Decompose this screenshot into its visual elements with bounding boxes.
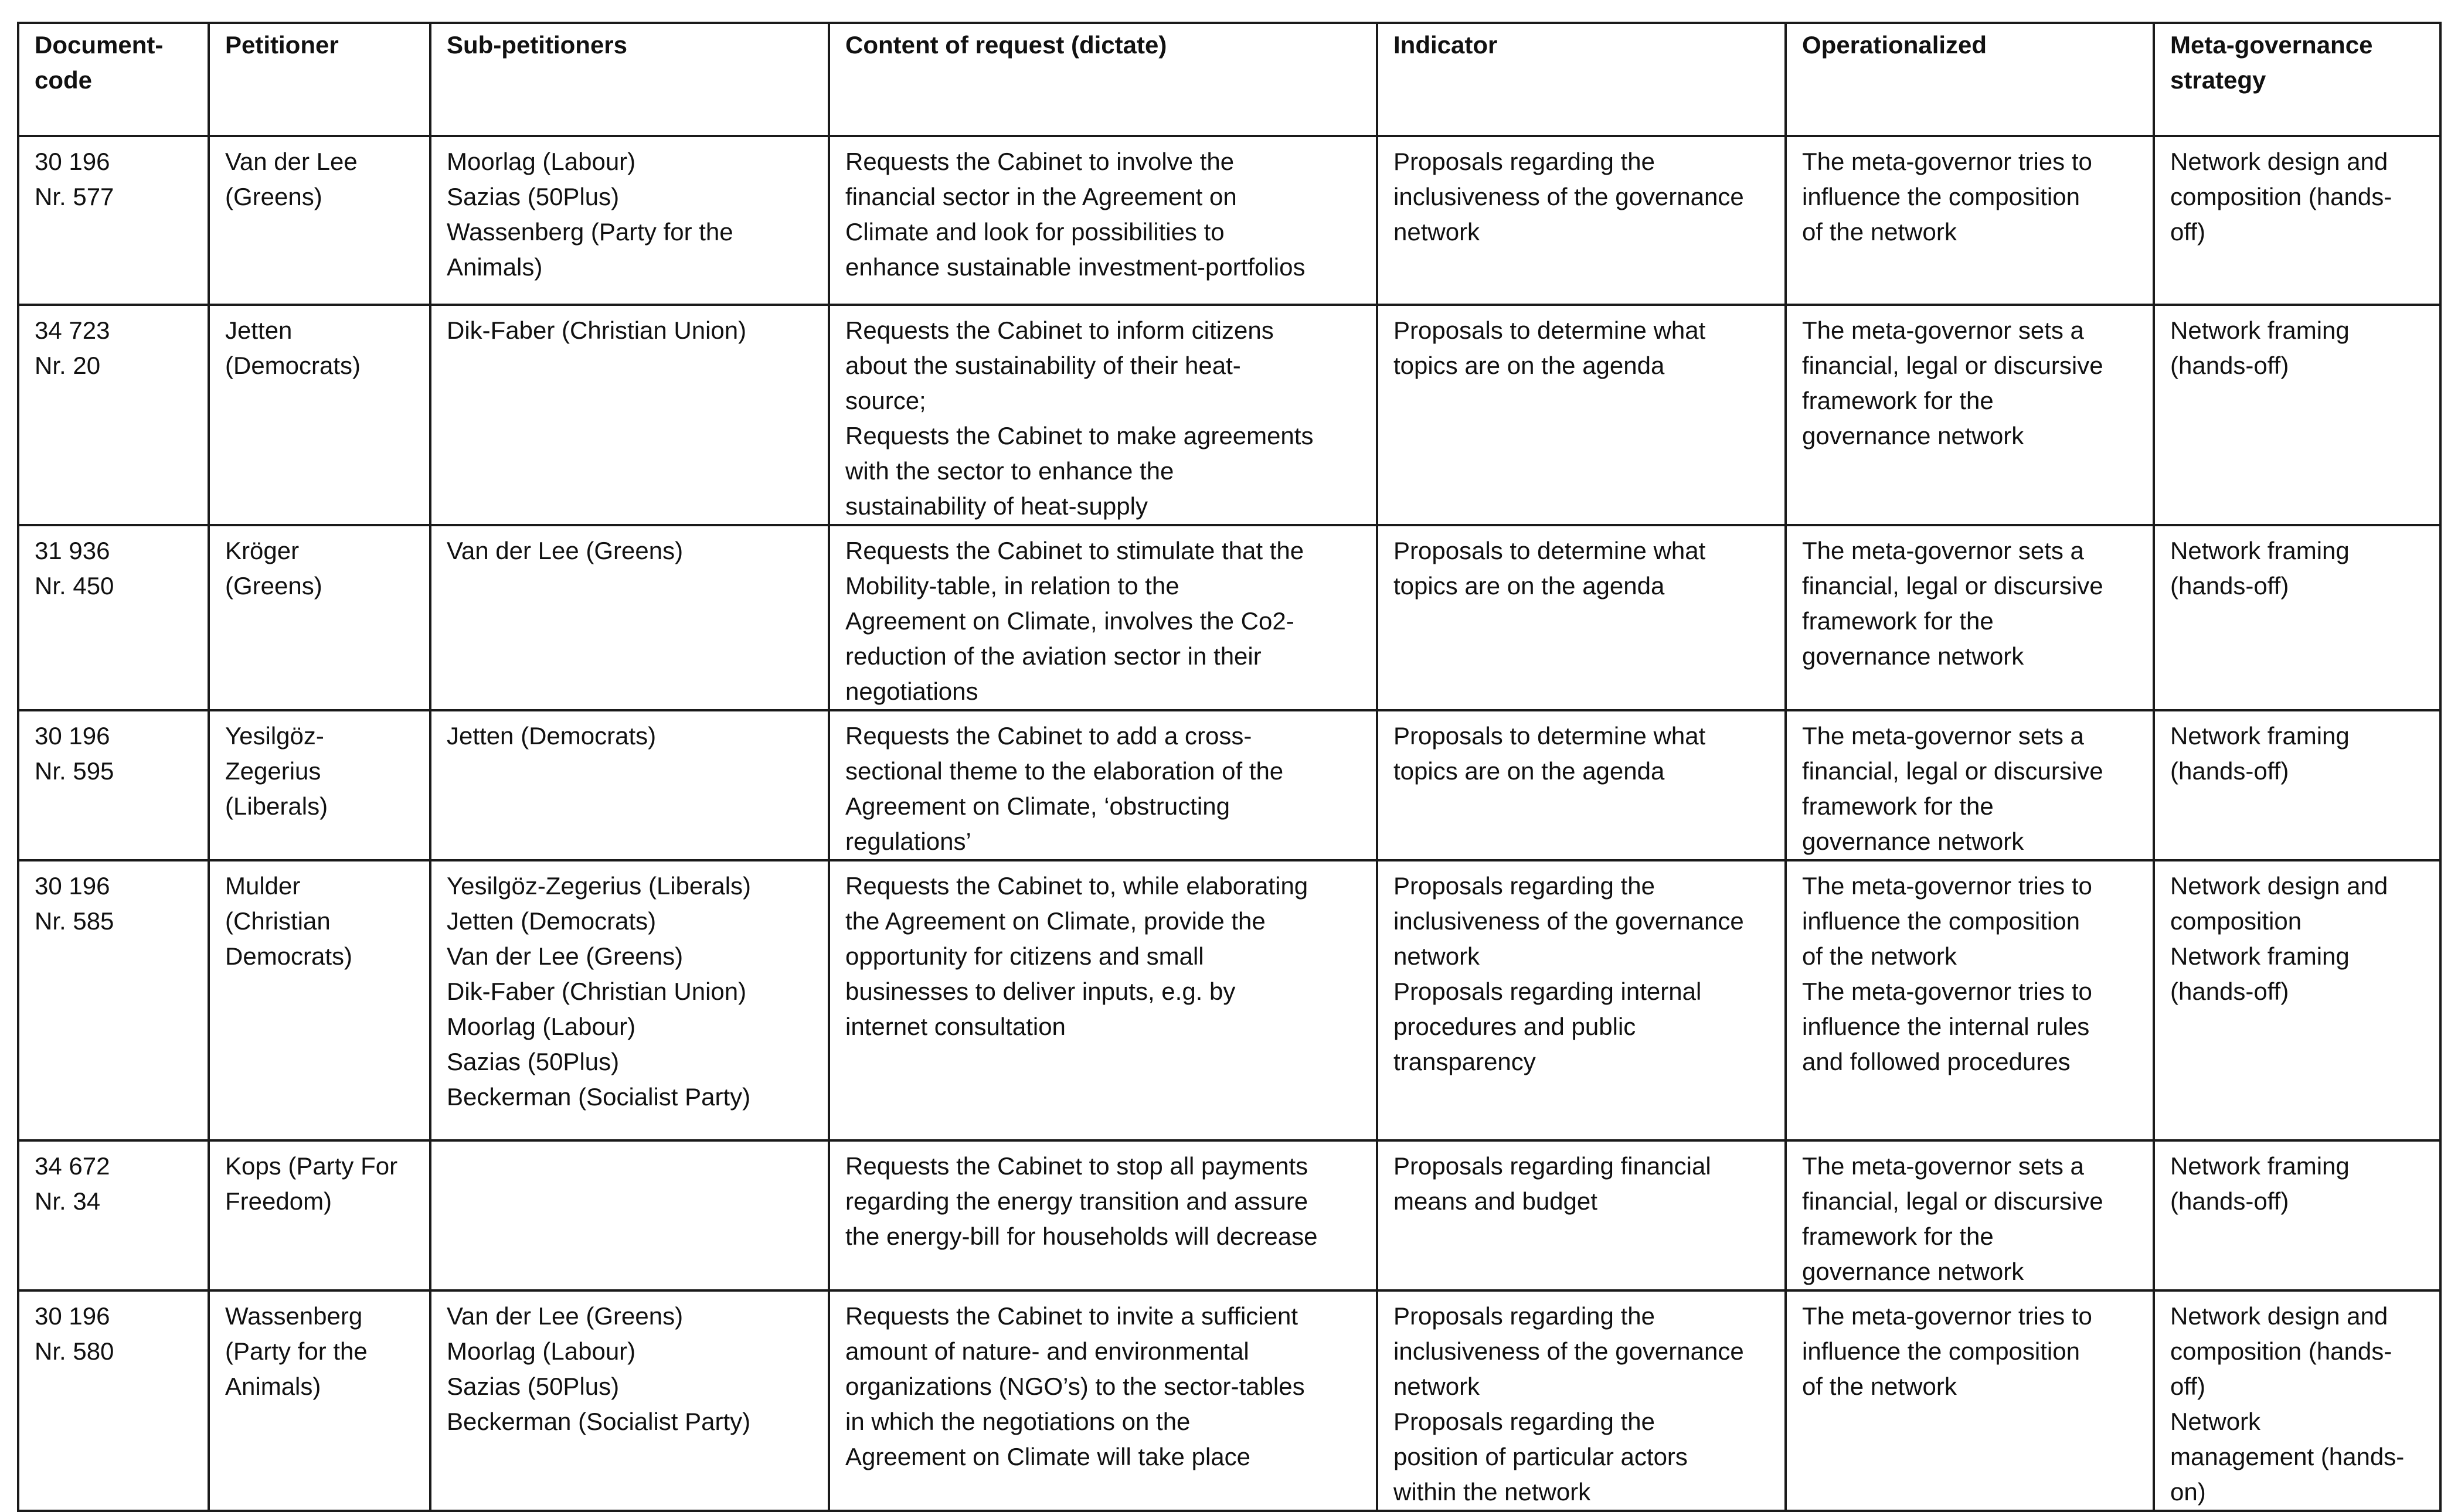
cell-text-line: the energy-bill for households will decrease: [845, 1222, 1318, 1250]
cell-sub-petitioners: [430, 525, 829, 710]
col-header-document-code: [18, 23, 209, 136]
cell-text-line: Network design and: [2170, 872, 2388, 900]
cell-text-line: (hands-off): [2170, 1187, 2289, 1215]
cell-text-line: Dik-Faber (Christian Union): [447, 978, 747, 1005]
table-row: [18, 1140, 2440, 1290]
cell-sub-petitioners: [430, 860, 829, 1140]
table-row: [18, 305, 2440, 525]
cell-text-line: topics are on the agenda: [1393, 757, 1665, 785]
cell-text-line: Proposals to determine what: [1393, 537, 1706, 564]
cell-petitioner: [209, 1140, 430, 1290]
cell-sub-petitioners: [430, 305, 829, 525]
cell-text-line: The meta-governor tries to: [1802, 1302, 2092, 1330]
table-row: [18, 710, 2440, 860]
cell-indicator: [1377, 710, 1786, 860]
cell-text-line: Van der Lee (Greens): [447, 1302, 684, 1330]
cell-text-line: in which the negotiations on the: [845, 1408, 1191, 1435]
cell-text-line: Nr. 20: [35, 352, 101, 379]
table-body: [18, 136, 2440, 1511]
cell-text-line: Jetten (Democrats): [447, 722, 657, 750]
cell-text-line: influence the composition: [1802, 183, 2080, 210]
header-text: code: [35, 66, 93, 94]
cell-text-line: Proposals to determine what: [1393, 722, 1706, 750]
cell-text-line: influence the internal rules: [1802, 1013, 2090, 1040]
cell-text-line: inclusiveness of the governance: [1393, 183, 1744, 210]
header-row: [18, 23, 2440, 136]
cell-text-line: Network framing: [2170, 316, 2350, 344]
cell-text-line: Mobility-table, in relation to the: [845, 572, 1179, 600]
cell-petitioner: [209, 1290, 430, 1511]
cell-content: [829, 136, 1377, 305]
cell-text-line: Wassenberg: [225, 1302, 363, 1330]
cell-text-line: (Party for the: [225, 1337, 368, 1365]
cell-text-line: Requests the Cabinet to invite a sufficient: [845, 1302, 1298, 1330]
cell-document-code: [18, 136, 209, 305]
cell-text-line: financial, legal or discursive: [1802, 757, 2103, 785]
cell-content: [829, 860, 1377, 1140]
cell-text-line: Requests the Cabinet to stimulate that the: [845, 537, 1304, 564]
cell-text-line: Agreement on Climate will take place: [845, 1443, 1250, 1470]
cell-petitioner: [209, 710, 430, 860]
cell-text-line: Nr. 595: [35, 757, 114, 785]
table-row: [18, 136, 2440, 305]
cell-strategy: [2154, 136, 2440, 305]
table-row: [18, 860, 2440, 1140]
cell-text-line: Network framing: [2170, 1152, 2350, 1180]
cell-text-line: Jetten (Democrats): [447, 907, 657, 935]
cell-text-line: framework for the: [1802, 792, 1994, 820]
cell-text-line: Proposals regarding internal: [1393, 978, 1702, 1005]
cell-text-line: Agreement on Climate, involves the Co2-: [845, 607, 1294, 635]
cell-text-line: Nr. 450: [35, 572, 114, 600]
cell-text-line: procedures and public: [1393, 1013, 1636, 1040]
cell-text-line: (Greens): [225, 183, 322, 210]
cell-text-line: composition (hands-: [2170, 1337, 2392, 1365]
cell-text-line: regarding the energy transition and assure: [845, 1187, 1308, 1215]
header-text: Meta-governance: [2170, 31, 2373, 59]
cell-text-line: (Liberals): [225, 792, 328, 820]
cell-operationalized: [1786, 525, 2154, 710]
cell-text-line: 30 196: [35, 872, 110, 900]
cell-text-line: Requests the Cabinet to stop all payments: [845, 1152, 1308, 1180]
cell-text-line: within the network: [1393, 1478, 1591, 1506]
header-text: Sub-petitioners: [447, 31, 628, 59]
cell-text-line: Kops (Party For: [225, 1152, 398, 1180]
cell-indicator: [1377, 305, 1786, 525]
cell-text-line: 30 196: [35, 722, 110, 750]
col-header-operationalized: [1786, 23, 2154, 136]
cell-text-line: influence the composition: [1802, 907, 2080, 935]
cell-text-line: Van der Lee: [225, 148, 358, 175]
cell-text-line: and followed procedures: [1802, 1048, 2071, 1075]
col-header-petitioner: [209, 23, 430, 136]
cell-operationalized: [1786, 136, 2154, 305]
cell-text-line: Van der Lee (Greens): [447, 537, 684, 564]
cell-text-line: (hands-off): [2170, 757, 2289, 785]
cell-text-line: The meta-governor tries to: [1802, 872, 2092, 900]
cell-indicator: [1377, 1140, 1786, 1290]
cell-strategy: [2154, 710, 2440, 860]
cell-text-line: The meta-governor tries to: [1802, 978, 2092, 1005]
cell-text-line: Nr. 577: [35, 183, 114, 210]
cell-text-line: governance network: [1802, 642, 2024, 670]
header-text: Document-: [35, 31, 164, 59]
cell-operationalized: [1786, 305, 2154, 525]
cell-indicator: [1377, 1290, 1786, 1511]
header-text: Operationalized: [1802, 31, 1987, 59]
cell-text-line: The meta-governor sets a: [1802, 722, 2084, 750]
cell-text-line: position of particular actors: [1393, 1443, 1688, 1470]
col-header-strategy: [2154, 23, 2440, 136]
cell-text-line: Requests the Cabinet to involve the: [845, 148, 1235, 175]
cell-text-line: influence the composition: [1802, 1337, 2080, 1365]
cell-text-line: Moorlag (Labour): [447, 148, 636, 175]
cell-text-line: on): [2170, 1478, 2206, 1506]
cell-sub-petitioners: [430, 1290, 829, 1511]
cell-text-line: negotiations: [845, 677, 978, 705]
cell-text-line: opportunity for citizens and small: [845, 942, 1204, 970]
cell-text-line: Climate and look for possibilities to: [845, 218, 1225, 246]
cell-text-line: Sazias (50Plus): [447, 183, 620, 210]
cell-text-line: Proposals regarding financial: [1393, 1152, 1711, 1180]
cell-document-code: [18, 525, 209, 710]
cell-text-line: Freedom): [225, 1187, 332, 1215]
cell-text-line: composition (hands-: [2170, 183, 2392, 210]
cell-text-line: Kröger: [225, 537, 300, 564]
cell-text-line: composition: [2170, 907, 2302, 935]
cell-text-line: 34 723: [35, 316, 110, 344]
cell-text-line: governance network: [1802, 1258, 2024, 1285]
cell-text-line: Network framing: [2170, 942, 2350, 970]
cell-text-line: Requests the Cabinet to inform citizens: [845, 316, 1274, 344]
table-container: [17, 22, 2439, 1512]
cell-text-line: means and budget: [1393, 1187, 1597, 1215]
cell-text-line: The meta-governor sets a: [1802, 1152, 2084, 1180]
cell-sub-petitioners: [430, 1140, 829, 1290]
cell-text-line: framework for the: [1802, 1222, 1994, 1250]
cell-text-line: Dik-Faber (Christian Union): [447, 316, 747, 344]
cell-text-line: (hands-off): [2170, 978, 2289, 1005]
cell-text-line: The meta-governor sets a: [1802, 316, 2084, 344]
cell-text-line: Nr. 585: [35, 907, 114, 935]
cell-strategy: [2154, 305, 2440, 525]
cell-text-line: source;: [845, 387, 926, 414]
cell-text-line: regulations’: [845, 827, 971, 855]
cell-text-line: Zegerius: [225, 757, 321, 785]
cell-text-line: Jetten: [225, 316, 293, 344]
cell-text-line: management (hands-: [2170, 1443, 2405, 1470]
cell-sub-petitioners: [430, 710, 829, 860]
cell-text-line: about the sustainability of their heat-: [845, 352, 1241, 379]
cell-text-line: internet consultation: [845, 1013, 1066, 1040]
cell-text-line: Sazias (50Plus): [447, 1048, 620, 1075]
cell-text-line: (Christian: [225, 907, 331, 935]
cell-text-line: Proposals regarding the: [1393, 148, 1655, 175]
cell-text-line: Proposals to determine what: [1393, 316, 1706, 344]
cell-indicator: [1377, 860, 1786, 1140]
cell-text-line: The meta-governor sets a: [1802, 537, 2084, 564]
cell-text-line: network: [1393, 218, 1480, 246]
cell-document-code: [18, 710, 209, 860]
cell-text-line: financial sector in the Agreement on: [845, 183, 1237, 210]
cell-text-line: reduction of the aviation sector in their: [845, 642, 1262, 670]
cell-petitioner: [209, 860, 430, 1140]
cell-text-line: (hands-off): [2170, 572, 2289, 600]
cell-text-line: transparency: [1393, 1048, 1536, 1075]
cell-text-line: Proposals regarding the: [1393, 1302, 1655, 1330]
cell-indicator: [1377, 136, 1786, 305]
cell-text-line: Network framing: [2170, 722, 2350, 750]
cell-text-line: (hands-off): [2170, 352, 2289, 379]
cell-text-line: Requests the Cabinet to make agreements: [845, 422, 1314, 449]
cell-text-line: amount of nature- and environmental: [845, 1337, 1249, 1365]
cell-text-line: topics are on the agenda: [1393, 352, 1665, 379]
cell-text-line: sectional theme to the elaboration of the: [845, 757, 1284, 785]
cell-document-code: [18, 305, 209, 525]
cell-strategy: [2154, 1290, 2440, 1511]
cell-text-line: inclusiveness of the governance: [1393, 1337, 1744, 1365]
cell-content: [829, 1290, 1377, 1511]
cell-operationalized: [1786, 710, 2154, 860]
col-header-sub-petitioners: [430, 23, 829, 136]
cell-petitioner: [209, 305, 430, 525]
cell-operationalized: [1786, 1290, 2154, 1511]
cell-text-line: off): [2170, 1373, 2205, 1400]
cell-text-line: Network: [2170, 1408, 2261, 1435]
cell-text-line: Democrats): [225, 942, 353, 970]
cell-text-line: Beckerman (Socialist Party): [447, 1408, 751, 1435]
cell-text-line: of the network: [1802, 218, 1957, 246]
cell-text-line: network: [1393, 1373, 1480, 1400]
cell-text-line: framework for the: [1802, 387, 1994, 414]
cell-indicator: [1377, 525, 1786, 710]
cell-text-line: Van der Lee (Greens): [447, 942, 684, 970]
cell-strategy: [2154, 1140, 2440, 1290]
cell-text-line: of the network: [1802, 1373, 1957, 1400]
cell-text-line: Moorlag (Labour): [447, 1013, 636, 1040]
cell-text-line: Proposals regarding the: [1393, 1408, 1655, 1435]
cell-text-line: (Democrats): [225, 352, 361, 379]
cell-text-line: Network design and: [2170, 148, 2388, 175]
cell-text-line: financial, legal or discursive: [1802, 572, 2103, 600]
cell-text-line: with the sector to enhance the: [845, 457, 1174, 485]
cell-text-line: framework for the: [1802, 607, 1994, 635]
cell-text-line: Mulder: [225, 872, 301, 900]
cell-petitioner: [209, 136, 430, 305]
cell-text-line: network: [1393, 942, 1480, 970]
cell-text-line: businesses to deliver inputs, e.g. by: [845, 978, 1236, 1005]
table-row: [18, 1290, 2440, 1511]
cell-text-line: Yesilgöz-: [225, 722, 324, 750]
cell-text-line: financial, legal or discursive: [1802, 1187, 2103, 1215]
cell-text-line: the Agreement on Climate, provide the: [845, 907, 1266, 935]
header-text: Indicator: [1393, 31, 1498, 59]
cell-text-line: (Greens): [225, 572, 322, 600]
cell-text-line: 30 196: [35, 148, 110, 175]
cell-text-line: enhance sustainable investment-portfolios: [845, 253, 1306, 281]
cell-text-line: topics are on the agenda: [1393, 572, 1665, 600]
cell-text-line: Nr. 34: [35, 1187, 101, 1215]
cell-text-line: Sazias (50Plus): [447, 1373, 620, 1400]
cell-text-line: 31 936: [35, 537, 110, 564]
table-row: [18, 525, 2440, 710]
cell-content: [829, 710, 1377, 860]
cell-text-line: sustainability of heat-supply: [845, 492, 1148, 520]
cell-text-line: Yesilgöz-Zegerius (Liberals): [447, 872, 752, 900]
cell-text-line: 34 672: [35, 1152, 110, 1180]
col-header-content: [829, 23, 1377, 136]
cell-text-line: Animals): [225, 1373, 321, 1400]
cell-text-line: Proposals regarding the: [1393, 872, 1655, 900]
cell-document-code: [18, 1290, 209, 1511]
cell-text-line: Network framing: [2170, 537, 2350, 564]
cell-strategy: [2154, 860, 2440, 1140]
cell-text-line: Requests the Cabinet to add a cross-: [845, 722, 1252, 750]
cell-text-line: Animals): [447, 253, 543, 281]
cell-text-line: Requests the Cabinet to, while elaborating: [845, 872, 1308, 900]
cell-text-line: Wassenberg (Party for the: [447, 218, 733, 246]
cell-text-line: Beckerman (Socialist Party): [447, 1083, 751, 1111]
cell-sub-petitioners: [430, 136, 829, 305]
cell-operationalized: [1786, 860, 2154, 1140]
cell-petitioner: [209, 525, 430, 710]
cell-text-line: Moorlag (Labour): [447, 1337, 636, 1365]
cell-text-line: Agreement on Climate, ‘obstructing: [845, 792, 1230, 820]
cell-content: [829, 1140, 1377, 1290]
cell-text-line: organizations (NGO’s) to the sector-tables: [845, 1373, 1305, 1400]
cell-content: [829, 525, 1377, 710]
petitions-table: [17, 22, 2442, 1512]
cell-text-line: Network design and: [2170, 1302, 2388, 1330]
header-text: Content of request (dictate): [845, 31, 1167, 59]
cell-text-line: Nr. 580: [35, 1337, 114, 1365]
cell-text-line: governance network: [1802, 827, 2024, 855]
cell-text-line: off): [2170, 218, 2205, 246]
header-text: strategy: [2170, 66, 2266, 94]
cell-operationalized: [1786, 1140, 2154, 1290]
cell-text-line: inclusiveness of the governance: [1393, 907, 1744, 935]
cell-text-line: The meta-governor tries to: [1802, 148, 2092, 175]
col-header-indicator: [1377, 23, 1786, 136]
cell-text-line: financial, legal or discursive: [1802, 352, 2103, 379]
cell-content: [829, 305, 1377, 525]
header-text: Petitioner: [225, 31, 339, 59]
cell-text-line: of the network: [1802, 942, 1957, 970]
cell-strategy: [2154, 525, 2440, 710]
cell-text-line: governance network: [1802, 422, 2024, 449]
cell-text-line: 30 196: [35, 1302, 110, 1330]
cell-document-code: [18, 860, 209, 1140]
cell-document-code: [18, 1140, 209, 1290]
